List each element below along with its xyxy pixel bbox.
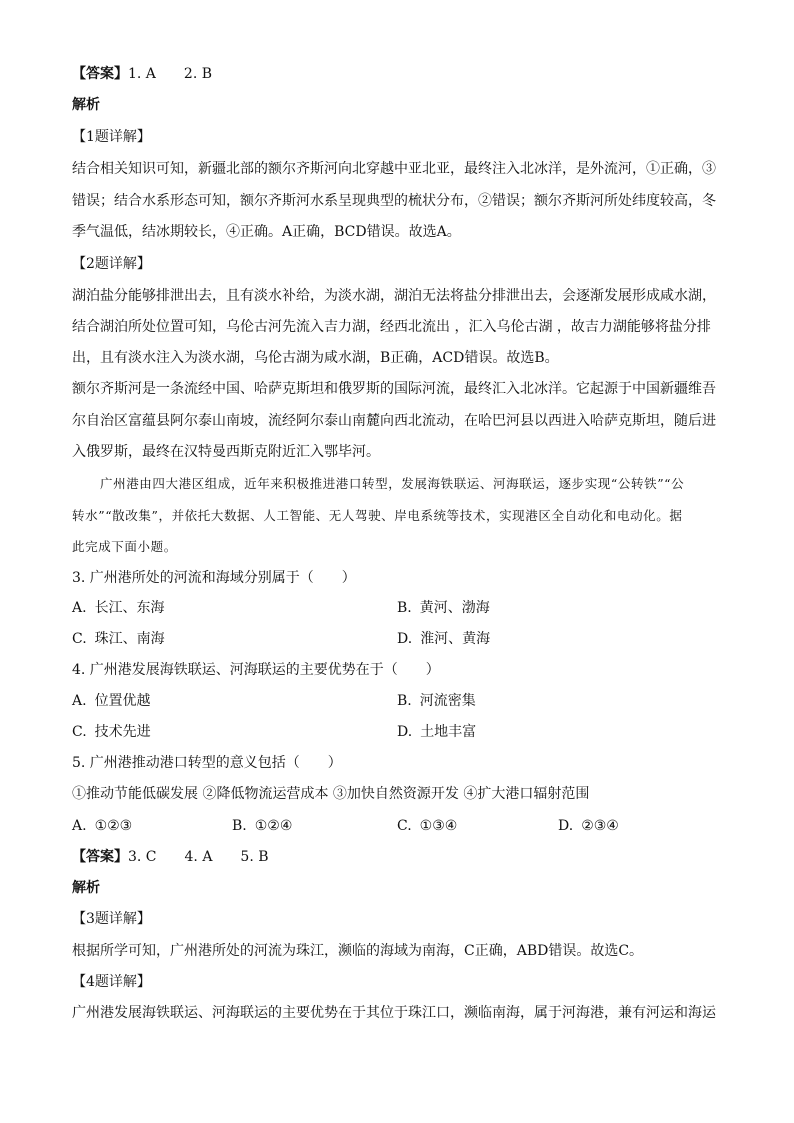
option-letter: C. — [397, 818, 412, 834]
q2-detail-line: 额尔齐斯河是一条流经中国、哈萨克斯坦和俄罗斯的国际河流，最终汇入北冰洋。它起源于中国新疆维吾 — [72, 381, 716, 397]
q2-detail-line: 结合湖泊所处位置可知，乌伦古河先流入吉力湖，经西北流出 ，汇入乌伦古湖 ，故吉力湖能够将盐分排 — [72, 319, 711, 335]
answer-line-1 — [72, 64, 212, 84]
q3-stem: 3. 广州港所处的河流和海域分别属于（ ） — [72, 570, 356, 586]
option-text: ①③④ — [419, 818, 458, 834]
option-text: 淮河、黄海 — [420, 631, 491, 647]
q3-detail-heading: 【3题详解】 — [72, 911, 151, 927]
q3-option-c — [72, 629, 165, 649]
q4-detail-line: 广州港发展海铁联运、河海联运的主要优势在于其位于珠江口，濒临南海，属于河海港，兼有河运和海运 — [72, 1005, 716, 1021]
option-text: ①②④ — [254, 818, 293, 834]
option-letter: A. — [72, 818, 87, 834]
option-text: 珠江、南海 — [94, 631, 165, 647]
q2-detail-line: 湖泊盐分能够排泄出去，且有淡水补给，为淡水湖，湖泊无法将盐分排泄出去，会逐渐发展形成咸水湖， — [72, 288, 716, 304]
q2-detail-line: 尔自治区富蕴县阿尔泰山南坡，流经阿尔泰山南麓向西北流动，在哈巴河县以西进入哈萨克斯坦，随后进 — [72, 413, 716, 429]
q1-detail-line: 错误；结合水系形态可知，额尔齐斯河水系呈现典型的梳状分布，②错误；额尔齐斯河所处纬度较高，冬 — [72, 193, 716, 209]
answer-text: 3. C 4. A 5. B — [128, 849, 269, 865]
option-letter: C. — [72, 724, 87, 740]
option-text: ②③④ — [581, 818, 619, 834]
q2-detail-heading: 【2题详解】 — [72, 256, 151, 272]
answer-text: 1. A 2. B — [128, 66, 213, 82]
option-letter: B. — [397, 693, 412, 709]
option-letter: D. — [558, 818, 574, 834]
q4-option-c — [72, 722, 151, 742]
q5-option-b — [232, 816, 292, 836]
analysis-heading-1: 解析 — [72, 97, 100, 113]
option-text: 河流密集 — [419, 693, 476, 709]
option-letter: A. — [72, 693, 87, 709]
option-text: 长江、东海 — [94, 600, 165, 616]
q3-option-d — [397, 629, 490, 649]
option-text: 土地丰富 — [420, 724, 477, 740]
answer-line-2 — [72, 847, 269, 867]
passage-line: 此完成下面小题。 — [72, 539, 177, 554]
answer-label: 【答案】 — [72, 849, 128, 865]
q1-detail-line: 季气温低，结冰期较长，④正确。A正确，BCD错误。故选A。 — [72, 224, 461, 240]
q1-detail-line: 结合相关知识可知，新疆北部的额尔齐斯河向北穿越中亚北亚，最终注入北冰洋，是外流河，①正确，③ — [72, 161, 716, 177]
q4-option-d — [397, 722, 476, 742]
option-text: ①②③ — [94, 818, 133, 834]
option-letter: C. — [72, 631, 87, 647]
q1-detail-heading: 【1题详解】 — [72, 129, 151, 145]
analysis-heading-2: 解析 — [72, 880, 100, 896]
q2-detail-line: 入俄罗斯，最终在汉特曼西斯克附近汇入鄂毕河。 — [72, 444, 380, 460]
option-text: 位置优越 — [94, 693, 151, 709]
passage-line: 转水”“散改集”，并依托大数据、人工智能、无人驾驶、岸电系统等技术，实现港区全自动化和电动化。据 — [72, 508, 683, 523]
passage-line: 广州港由四大港区组成，近年来积极推进港口转型，发展海铁联运、河海联运，逐步实现“公转铁”“公 — [100, 476, 685, 491]
q4-stem: 4. 广州港发展海铁联运、河海联运的主要优势在于（ ） — [72, 662, 440, 678]
q5-stem: 5. 广州港推动港口转型的意义包括（ ） — [72, 755, 342, 771]
q5-option-a — [72, 816, 132, 836]
option-letter: D. — [397, 724, 413, 740]
q2-detail-line: 出，且有淡水注入为淡水湖，乌伦古湖为咸水湖，B正确，ACD错误。故选B。 — [72, 350, 559, 366]
option-letter: D. — [397, 631, 413, 647]
answer-label: 【答案】 — [72, 66, 128, 82]
option-letter: B. — [232, 818, 247, 834]
q4-option-b — [397, 691, 476, 711]
q5-option-c — [397, 816, 457, 836]
q3-option-b — [397, 598, 490, 618]
q5-statements: ①推动节能低碳发展 ②降低物流运营成本 ③加快自然资源开发 ④扩大港口辐射范围 — [72, 786, 590, 802]
q5-option-d — [558, 816, 619, 836]
q3-option-a — [72, 598, 165, 618]
option-text: 黄河、渤海 — [419, 600, 490, 616]
q4-option-a — [72, 691, 151, 711]
option-letter: A. — [72, 600, 87, 616]
q4-detail-heading: 【4题详解】 — [72, 974, 151, 990]
option-text: 技术先进 — [94, 724, 151, 740]
q3-detail-line: 根据所学可知，广州港所处的河流为珠江，濒临的海域为南海，C正确，ABD错误。故选C。 — [72, 943, 644, 959]
option-letter: B. — [397, 600, 412, 616]
